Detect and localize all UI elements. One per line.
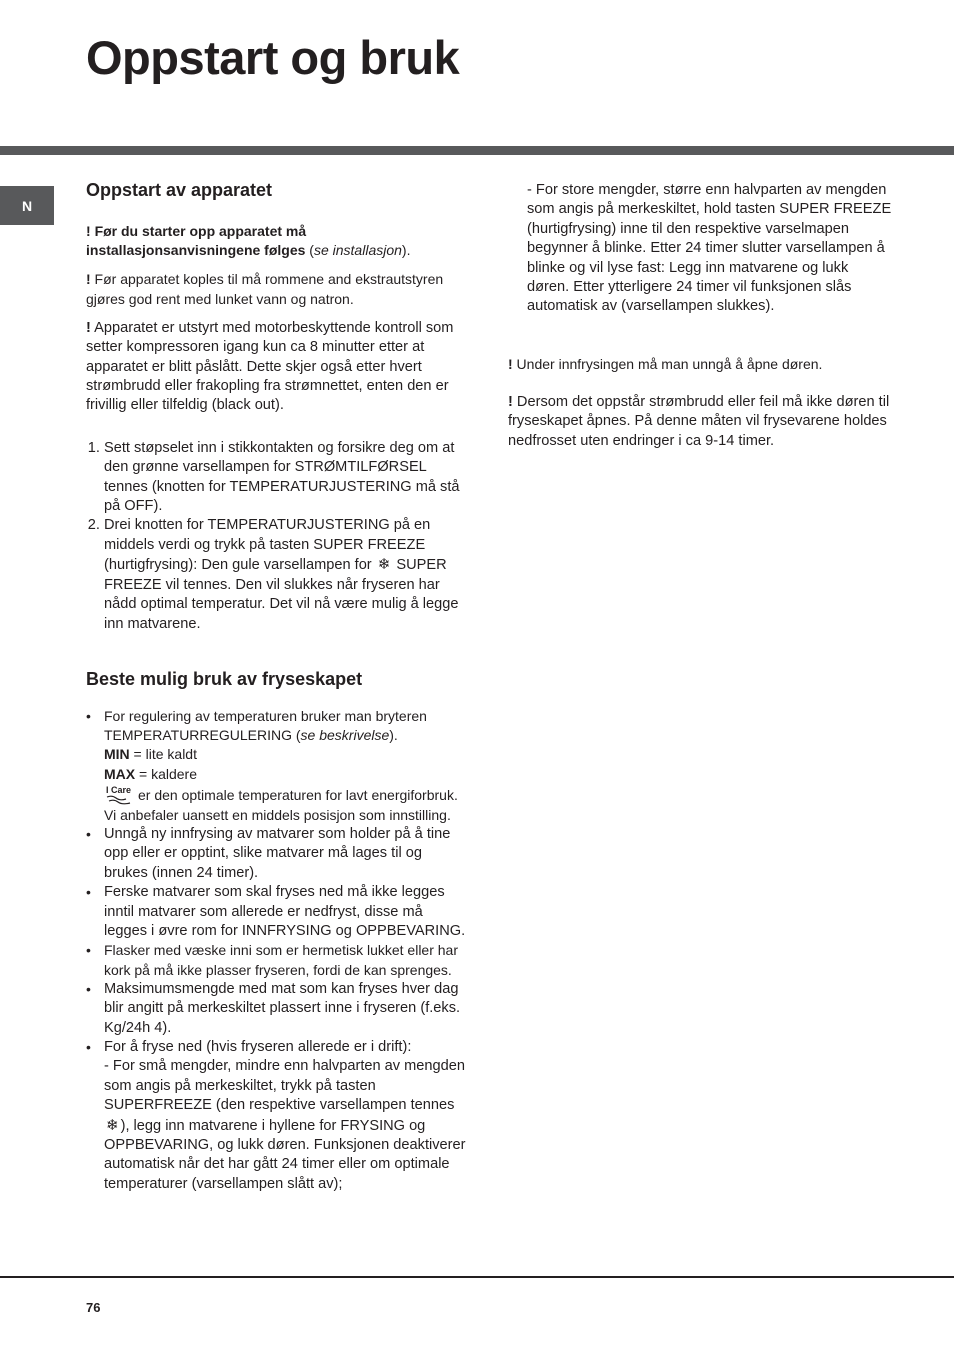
large-amounts-paragraph: - For store mengder, større enn halvparten av mengden som angis på merkeskiltet, hold tasten SUPER FREEZE (hurtigfrysing) inne til den respektive varselmapen begynner å blinke. Etter 24 timer slutter varsellampen å blinke og vil lyse fast: Legg inn matvarene og lukk døren. Etter ytterligere 24 timer vil funksjonen slås automatisk av (varsellampen slukkes). (527, 182, 892, 315)
header-divider (0, 146, 954, 155)
right-column (508, 181, 894, 451)
snowflake-icon: ❄ (106, 1116, 119, 1134)
footer-divider (0, 1276, 954, 1278)
list-item: • For regulering av temperaturen bruker man bryteren TEMPERATURREGULERING (se beskrivelse). MIN = lite kaldt MAX = kaldere I Care er den optimale temperaturen for lavt energiforbruk. Vi anbefaler uansett en middels posisjon som innstilling. (86, 707, 458, 823)
bullet-icon: • (86, 884, 91, 901)
list-item: • Unngå ny innfrysing av matvarer som holder på å tine opp eller er opptint, slike matvarer må lages til og brukes (innen 24 timer). (86, 825, 451, 881)
best-use-list (86, 707, 468, 1194)
list-item: • Maksimumsmengde med mat som kan fryses hver dag blir angitt på merkeskiltet plassert inne i fryseren (f.eks. Kg/24h 4). (86, 980, 461, 1036)
warning-installation: ! Før du starter opp apparatet må installasjonsanvisningene følges (se installasjon). (86, 223, 411, 259)
page-title: Oppstart og bruk (86, 31, 460, 84)
warning-power-failure: ! Dersom det oppstår strømbrudd eller feil må ikke døren til fryseskapet åpnes. På denne måten vil frysevarene holdes nedfrosset uten endringer i ca 9-14 timer. (508, 394, 890, 449)
icare-label: I Care (106, 784, 132, 795)
bullet-icon: • (86, 980, 91, 997)
language-tab: N (0, 186, 54, 225)
list-item: • Ferske matvarer som skal fryses ned må ikke legges inntil matvarer som allerede er nedfryst, disse må legges i øvre rom for INNFRYSING og OPPBEVARING. (86, 884, 466, 939)
warning-motor-protection: ! Apparatet er utstyrt med motorbeskyttende kontroll som setter kompressoren igang kun ca 8 minutter etter at apparatet er blitt påslått. Dette skjer også etter hvert strømbrudd eller frakopling fra strømnettet, enten den er frivillig eller tilfeldig (black out). (86, 319, 454, 414)
startup-step-1: 1. Sett støpselet inn i stikkontakten og forsikre deg om at den grønne varsellampen for STRØMTILFØRSEL tennes (knotten for TEMPERATURJUSTERING må stå på OFF). (104, 439, 468, 517)
page-number: 76 (86, 1300, 101, 1315)
bullet-icon: • (86, 1038, 91, 1055)
bullet-icon: • (86, 707, 91, 724)
left-column (86, 178, 468, 1194)
bullet-icon: • (86, 942, 91, 959)
icare-icon (104, 784, 134, 806)
startup-step-2: 2. Drei knotten for TEMPERATURJUSTERING på en middels verdi og trykk på tasten SUPER FREEZE (hurtigfrysing): Den gule varsellampen for ❄ SUPER FREEZE vil tennes. Den vil slukkes når fryseren har nådd optimal temperatur. Det vil nå være mulig å legge inn matvarene. (104, 516, 468, 633)
section-heading-best-use: Beste mulig bruk av fryseskapet (86, 668, 363, 689)
bullet-icon: • (86, 825, 91, 842)
section-heading-startup: Oppstart av apparatet (86, 180, 273, 200)
warning-door-open: ! Under innfrysingen må man unngå å åpne døren. (508, 355, 823, 372)
list-item: • Flasker med væske inni som er hermetisk lukket eller har kork på må ikke plasser fryseren, fordi de kan sprenges. (86, 942, 459, 978)
list-item: • For å fryse ned (hvis fryseren allerede er i drift): - For små mengder, mindre enn halvparten av mengden som angis på merkeskiltet, trykk på tasten SUPERFREEZE (den respektive varsellampen tennes ❄ ), legg inn matvarene i hyllene for FRYSING og OPPBEVARING, og lukk døren. Funksjonen deaktiverer automatisk når det har gått 24 timer eller om optimale temperaturer (varsellampen slått av); (86, 1038, 466, 1192)
startup-steps (86, 439, 468, 634)
warning-cleaning: ! Før apparatet koples til må rommene and ekstrautstyren gjøres god rent med lunket vann og natron. (86, 271, 444, 307)
snowflake-icon: ❄ (377, 556, 391, 574)
